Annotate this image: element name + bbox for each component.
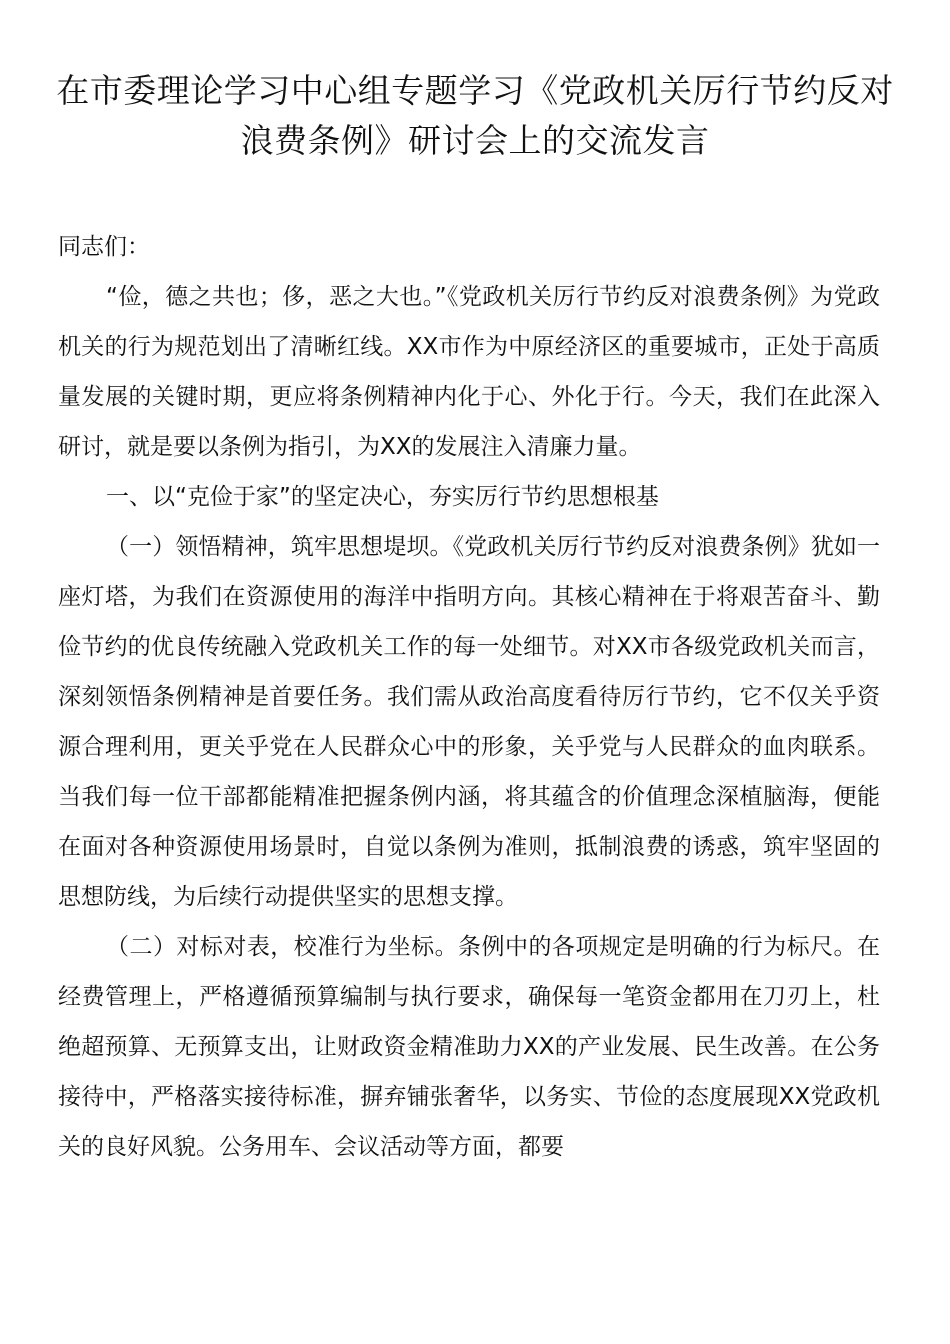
paragraph-subsection-1: （一）领悟精神，筑牢思想堤坝。《党政机关厉行节约反对浪费条例》犹如一座灯塔，为我们在资源使用的海洋中指明方向。其核心精神在于将艰苦奋斗、勤俭节约的优良传统融入党政机关工作的每一处细节。对XX市各级党政机关而言，深刻领悟条例精神是首要任务。我们需从政治高度看待厉行节约，它不仅关乎资源合理利用，更关乎党在人民群众心中的形象，关乎党与人民群众的血肉联系。当我们每一位干部都能精准把握条例内涵，将其蕴含的价值理念深植脑海，便能在面对各种资源使用场景时，自觉以条例为准则，抵制浪费的诱惑，筑牢坚固的思想防线，为后续行动提供坚实的思想支撑。 [58, 534, 880, 910]
paragraph-intro: “俭，德之共也；侈，恶之大也。”《党政机关厉行节约反对浪费条例》为党政机关的行为规范划出了清晰红线。XX市作为中原经济区的重要城市，正处于高质量发展的关键时期，更应将条例精神内化于心、外化于行。今天，我们在此深入研讨，就是要以条例为指引，为XX的发展注入清廉力量。 [58, 284, 880, 460]
section-heading-1: 一、以“克俭于家”的坚定决心，夯实厉行节约思想根基 [106, 484, 659, 510]
salutation: 同志们： [58, 234, 150, 260]
document-body [58, 222, 880, 1172]
document-title: 在市委理论学习中心组专题学习《党政机关厉行节约反对浪费条例》研讨会上的交流发言 [56, 71, 894, 160]
paragraph-subsection-2: （二）对标对表，校准行为坐标。条例中的各项规定是明确的行为标尺。在经费管理上，严格遵循预算编制与执行要求，确保每一笔资金都用在刀刃上，杜绝超预算、无预算支出，让财政资金精准助力XX的产业发展、民生改善。在公务接待中，严格落实接待标准，摒弃铺张奢华，以务实、节俭的态度展现XX党政机关的良好风貌。公务用车、会议活动等方面，都要 [58, 934, 880, 1160]
